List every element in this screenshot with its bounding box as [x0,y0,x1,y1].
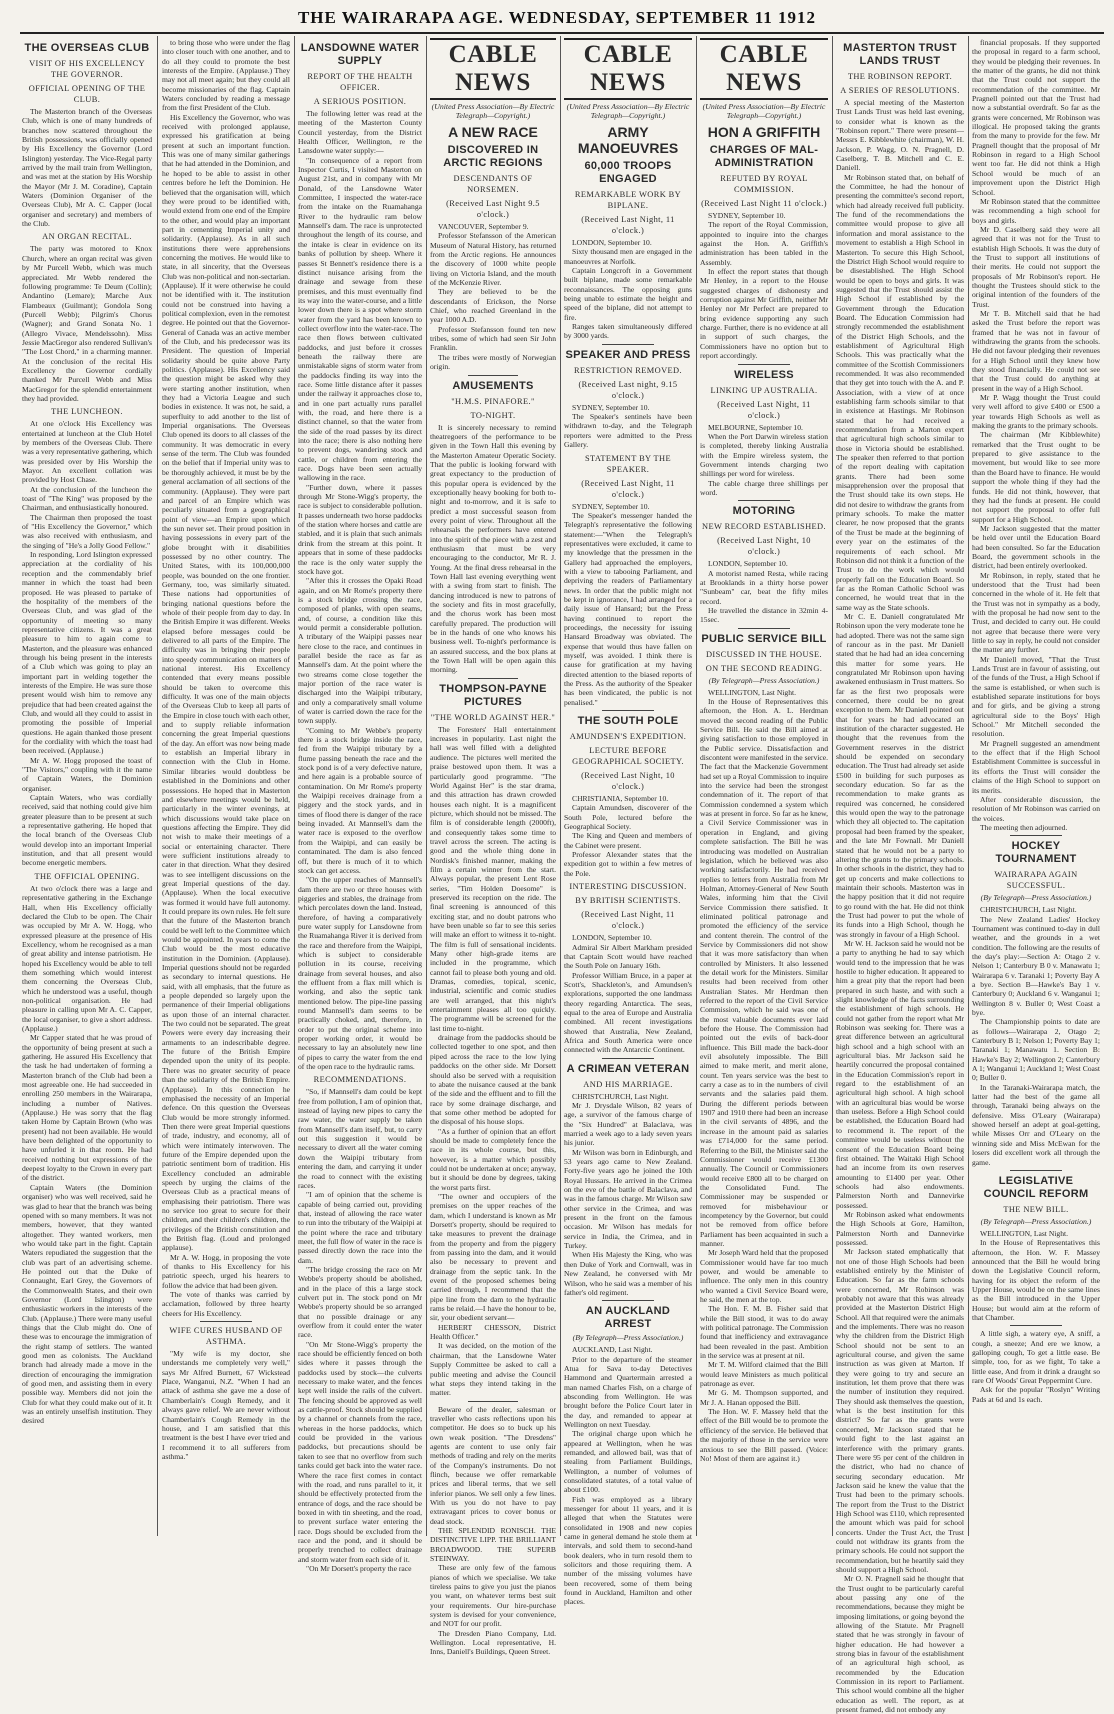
article-paragraph: "My wife is my doctor, she understands me completely very well," says Mr Alfred Burnett, 67 Wickstead Place, Wanganui, N.Z. "When I had an attack of asthma she gave me a dose of Chamberlain's Cough Remedy, and it always gave relief. We are never without Chamberlain's Cough Remedy in the house, and I am satisfied that this treatment is the best I have ever tried and I recommend it to all sufferers from asthma." [162,1349,290,1461]
section-rule [738,500,789,501]
article-headline: AN AUCKLAND ARREST [585,1305,671,1331]
article-paragraph: Mr Jackson suggested that the matter be held over until the Education Board had been consulted. So far the Education Board, the government schools in the district, had been entirely overlooked. [972,523,1100,571]
article-paragraph: The original charge upon which he appeared at Wellington, when he was remanded, and allowed bail, was that of stealing from Parliament Buildings, Wellington, a number of volumes of consolidated statutes, of a total value of about £100. [564,1429,692,1495]
article-subheading: LINKING UP AUSTRALIA. [710,385,818,395]
article-paragraph: The chairman (Mr Kibblewhite) remarked that the Trust ought to be prepared to give assistance to the movement, but would like to see more than the Board have to finance. He would support the whole thing if they had the funds. He did not think, however, that they had the funds at present. He could not support the proposal to offer full support for a High School. [972,430,1100,524]
article-paragraph: to bring those who were under the flag into closer touch with one another, and to do all they could to promote the best interests of the Empire. (Applause.) They may not all meet again; but they could all become missionaries of the flag. Captain Waters concluded by reading a message from the first President of the Club. [162,38,290,113]
column-divider [157,36,158,1536]
article-paragraph: These are only few of the famous pianos of which we specialise. We take tireless pains to give you just the pianos you want, on whatever terms best suit your requirements. Our hire-purchase system is devised for your convenience, and NOT for our profit. [430,1563,556,1629]
article-subheading: THE NEW BILL. [1003,1204,1069,1214]
article-paragraph: The Foresters' Hall entertainment increases in popularity. Last night the hall was well filled with a delighted audience. The pictures well merited the praise bestowed upon them. It was a particularly good programme. "The World Against Her" is the star drama, and this attraction has drawn crowded houses each night. It is a magnificent picture, which should not be missed. The film is of considerable length (2000ft), and consequently takes some time to travel across the screen. The acting is good and the whole thing done in Nordisk's finished manner, making the film a certain winner from the start. Always popular, the present Lent Rose series, "Tim Holden Doesome" is preserved its reception on the ride. The final screening is announced of this exciting star, and no doubt patrons who have been unable so far to see this series will make an effort to witness it to-night. The film is full of sensational incidents. Many other high-grade items are included in the programme, which cannot fail to please both young and old. Dramas, comedies, topical, scenic, industrial, scientific and comic studies are well arranged, that this night's entertainment pleases all too quickly. The programme will be screened for the last time to-night. [430,724,556,1033]
article-paragraph: Mr D. Caselberg said they were all agreed that it was not for the Trust to establish High Schools. It was the duty of the Trust to support all institutions of their merits. He could not support the proposals of Mr Robinson's report. He thought the Trustees should stick to the original intention of the founders of the Trust. [972,224,1100,309]
wire-credit: (By Telegraph—Press Association.) [572,1333,684,1343]
article-subheading: DESCENDANTS OF NORSEMEN. [453,174,533,194]
article-paragraph: Mr Wilson was born in Edinburgh, and 53 years ago came to New Zealand. Forty-five years ago he joined the 10th Royal Hussars. He arrived in the Crimea on the eve of the battle of Balaclava, and was in the famous charge. Mr Wilson saw other service in the Crimea, and was present in the front on the famous occasion. Mr Wilson has medals for service in India, the Crimea, and in Turkey. [564,1147,692,1251]
article-paragraph: After considerable discussion, the resolution of Mr Robinson was carried on the voices. [972,794,1100,823]
column-3 [298,38,422,1573]
article-paragraph: When the Port Darwin wireless station is completed, thereby linking Australia with the Empire wireless system, the Government intends charging two shillings per word for wireless. [700,431,828,479]
article-paragraph: Mr Daniell moved, "That the Trust Lands Trust are in favour of assisting, out of the funds of the Trust, a High School if the same is established, or when such is established separate institutions for boys and for girls, and be giving a strong agricultural side to the Boys' High School." Mr Mitchell seconded the resolution. [972,654,1100,739]
article-paragraph: WELLINGTON, Last Night. [980,1228,1069,1238]
article-paragraph: SYDNEY, September 10. [708,211,786,220]
article-subheading: WIFE CURES HUSBAND OF ASTHMA. [169,1326,283,1347]
article-headline: HOCKEY TOURNAMENT [995,840,1077,866]
section-rule [602,1058,653,1059]
article-paragraph: A motorist named Resta, while racing at Brooklands in a thirty horse power "Sunbeam" car, beat the fifty miles record. [700,568,828,606]
article-paragraph: "As a further of opinion that an effort should be made to completely fence the race in its whole course, but this, however, is a matter which possibly could not be undertaken at once; anyway, but it should be done by degrees, taking the worst parts first. [430,1126,556,1192]
article-subheading: THE LUNCHEON. [51,407,123,417]
article-paragraph: Fish was employed as a library messenger for about 11 years, and it is alleged that when the Statutes were consolidated in 1908 and new copies came in general demand he stole them at intervals, and sold them to second-hand book dealers, who in turn resold them to solicitors and those requiring them. A number of the missing volumes have been recovered, some of them being found in Auckland, Hamilton and other places. [564,1494,692,1607]
article-paragraph: In the House of Representatives this afternoon, the Hon. A. L. Herdman moved the second reading of the Public Service Bill. He said the Bill aimed at giving satisfaction to those employed in the Public service. Dissatisfaction and discontent were manifested in the service. The fact that the Mackenzie Government had set up a Royal Commission to inquire into the service had been the strongest condemnation of it. The report of that Commission condemned a system which was at present in force. So far as he knew, a Civil Service Commissioner was in operation in England, and giving complete satisfaction. The Bill he was introducing was modelled on Australian legislation, which he believed was also working satisfactorily. He had received replies to letters from Australia from Mr Holman, Attorney-General of New South Wales, informing him that the Civil Service Commission there satisfied. It eliminated political patronage and promoted the efficiency of the service and content therein. The control of the Service by Commissioners did not show that it was more satisfactory than when controlled by Ministers. It also lessened the detail work for the Ministers. Similar results had been received from other Australian States. Mr Herdman then referred to the report of the Civil Service Commission, which he said was one of the most valuable documents ever laid before the House. The Commission had pointed out the evils of back-door influence. This Bill made the back-door evil absolutely impossible. The Bill aimed to make merit, and merit alone, count. Ten years service was the best to carry a case as to in the numbers of civil servants and the salaries paid them. During the different periods between 1907 and 1910 there had been an increase in the civil servants of 4896, and the increase in the amount paid as salaries was £714,000 for the same period. Referring to the Bill, the Minister said the Commissioner would receive £1300 annually. The Council or Commissioners would receive £800 all to be charged on the Consolidated Fund. The Commissioner may be suspended or removed for misbehaviour or incompetency by the Governor, but could not be removed from office before Parliament has been acquainted in such a manner. [700,697,828,1248]
section-rule [1010,1325,1061,1326]
article-headline: CHARGES OF MAL-ADMINISTRATION [709,144,819,169]
cable-news-banner: CABLE NEWS [700,38,828,100]
column-divider [560,36,561,1536]
cable-news-banner: CABLE NEWS [564,38,692,100]
article-subheading: (Received Last Night 11 o'clock.) [701,199,827,208]
article-headline: ARMY MANOEUVRES [577,124,679,156]
article-headline: SPEAKER AND PRESS [565,348,691,361]
article-subheading: (Received Last Night, 11 o'clock.) [581,910,675,931]
column-5 [564,38,692,1607]
article-headline: THE SOUTH POLE [577,715,679,728]
article-paragraph: The report of the Royal Commission, appointed to inquire into the charges against the Hon. A. Griffith's administration has been tabled in the Assembly. [700,220,828,267]
article-subheading: (Received Last Night, 11 o'clock.) [581,215,675,235]
article-paragraph: The Speaker's sentinels have been withdrawn to-day, and the Telegraph reporters were admitted to the Press Gallery. [564,412,692,450]
section-rule [738,628,789,629]
article-paragraph: Mr Robinson asked what endowments the High Schools at Gore, Hamilton, Palmerston North and Dannevirke possessed. [836,1209,964,1247]
article-paragraph: At two o'clock there was a large and representative gathering in the Exchange Hall, when His Excellency officially declared the Club to be open. The Chair was occupied by Mr A. W. Hogg, who expressed pleasure at the presence of His Excellency, whom he recognised as a man of great ability and intense patriotism. He hoped his Excellency would be able to tell them something which would interest them concerning the Overseas Club, which he understood was a useful, though non-political organisation. He had pleasure in calling upon Mr A. C. Capper, the local organiser, to give a short address. (Applause.) [22,883,152,1033]
article-paragraph: THE SPLENDID RONISCH. THE DISTINCTIVE LIPP. THE BRILLIANT BROADWOOD. THE SUPERB STEINWAY. [430,1526,556,1564]
article-paragraph: Captain Amundsen, discoverer of the South Pole, lectured before the Geographical Society. [564,803,692,832]
article-paragraph: His Excellency the Governor, who was received with prolonged applause, expressed his gratification at being present at such an important function. This was one of many similar gatherings that he had attended in the Dominion, and he hoped to be able to assist in other centres before he left the Dominion. He believed that the organisation will, which they were proud to be identified with, would extend from one end of the Empire to the other, and would play an important part in cementing Imperial unity and solidarity. (Applause). As in all such institutions there were apprehensions concerning the motives. He would like to state, in all sincerity, that the Overseas Club was non-political and non-sectarian. (Applause). If it were otherwise he could not be identified with it. The institution could not be construed into having a political complexion, even in the remotest degree. He pointed out that the Governor-General of Canada was an active member of the Club, and his predecessor was its President. The question of Imperial solidarity should be quite above Party politics. (Applause). His Excellency said the question might be asked why they were starting another institution, when they had a Victoria League and such bodies in existence. It was not, he said, a superfluity to add another to the list of Imperial organisations. The Overseas Club opened its doors to all classes of the community. It was democratic in every sense of the term. The Club was founded on the belief that if Imperial unity was to be thoroughly achieved, it must be by the general acclamation of all sections of the community. (Applause). They were part and parcel of an Empire which was peculiarly situated from a geographical point of view—an Empire upon which the sun never set. Their proud position in having possessions in every part of the globe brought with it disabilities possessed by no other country. The United States, with its 100,000,000 people, was bounded on the one frontier. Germany, too, was similarly situated. These nations had opportunities of bringing national questions before the whole of their people from day to day. In the British Empire it was different. Weeks elapsed before messages could be delivered to all parts of the Empire. The difficulty was in bringing their people into speedy communication on matters of national interest. His Excellency contended that every means possible should be taken to overcome this difficulty. It was one of the main objects of the Overseas Club to keep all parts of the Empire in close touch with each other, and to supply reliable information concerning the great Imperial questions of the day. An effort was now being made to establish an Imperial library in connection with the Club in Home. Similar libraries would doubtless be established in the Dominions and other possessions. He hoped that in Masterton and elsewhere meetings would be held, particularly in the winter evenings, at which discussions would take place on questions affecting the Empire. They did not wish to make their meetings of a social or entertaining character. There were sufficient institutions already to cater in that direction. What they desired was to see intelligent discussions on the great Imperial questions of the day. (Applause). When the local executive was formed it would have full autonomy. It could prepare its own rules. He felt sure that the future of the Masterton branch could be well left to the Committee which would be appointed. In years to come the Club would be the most educative institution in the Dominion. (Applause). Imperial questions should not be regarded as secondary to internal questions. He said, with all emphasis, that the future as a people depended so largely upon the permanence of their Imperial obligations as upon those of an internal character. The two could not be separated. The great Powers were every day increasing their armaments to an indescribable degree. The future of the British Empire depended upon the unity of its people. There was no greater security of peace than the solidarity of the British Empire. (Applause). In this connection he emphasised the necessity of an Imperial defence. On this question the Overseas Club would be more strongly informed. Then there were great Imperial questions of trade, industry, and economy, all of which were intimately interwoven. The future of the Empire depended upon the patriotic sentiment born of tradition. His Excellency concluded an admirable speech by urging the claims of the Overseas Club as a practical means of emphasising their patriotism. There was no service too great to secure for their children, and their children's children, the privileges of the British constitution and the British flag. (Loud and prolonged applause). [162,112,291,1253]
article-subheading: "THE WORLD AGAINST HER." [430,712,556,722]
column-divider [968,36,969,1536]
article-paragraph: Professor William Bruce, in a paper at Scott's, Shackleton's, and Amundsen's explorations, supported the one landmass theory regarding Antarctica. The seas, equal to the area of Europe and Australia combined. All recent investigations showed that Australia, New Zealand, Africa and South America were once connected with the Antarctic Continent. [564,970,692,1055]
article-paragraph: The Speaker's messenger handed the Telegraph's representative the following statement:—"When the Telegraph's representatives were excluded, it came to my knowledge that the pressmen in the Gallery had approached the employers, with a view to tabooing Parliament, and depriving the readers of Parliamentary news. In order that the public might not be kept in ignorance, I had arranged for a daily issue of Hansard; but the Press having continued to report the proceedings, the necessity for issuing Hansard Broadway was obviated. The expense that would thus have fallen on myself, was avoided. I think there is cause for gratification at my having directed attention to the biased reports of the Press. As the authority of the Speaker has been vindicated, the public is not penalised." [564,510,692,707]
article-paragraph: CHRISTIANIA, September 10. [572,794,669,804]
article-paragraph: VANCOUVER, September 9. [438,222,529,231]
article-subheading: WAIRARAPA AGAIN SUCCESSFUL. [994,870,1078,891]
article-paragraph: Professor Stefansson found ten new tribes, some of which had seen Sir John Franklin. [430,324,556,353]
article-paragraph: Mr J. Drysdale Wilson, 82 years of age, a survivor of the famous charge of the "Six Hundred" at Balaclava, was married a week ago to a lady seven years his junior. [564,1100,692,1148]
article-paragraph: Mr A. W. Hogg, in proposing the vote of thanks to His Excellency for his patriotic speech, urged his hearers to follow the advice that had been given. [162,1252,290,1290]
article-subheading: (Received Last Night, 11 o'clock.) [581,478,675,499]
article-subheading: STATEMENT BY THE SPEAKER. [584,453,672,474]
article-subheading: NEW RECORD ESTABLISHED. [702,522,826,532]
article-paragraph: LONDON, September 10. [572,933,652,943]
article-paragraph: "On Mr Stone-Wigg's property the race should be efficiently fenced on both sides where it passes through the paddocks used by stock—the culverts necessary to make water, and the fences kept well inside the rails of the culvert. The fencing should be approved as well as cattle-proof. Stock should be supplied by a channel or channels from the race, whereas in the horse paddocks, which could be provided in the various paddocks, but precautions should be taken to see that no overflow from such tanks could get back into the water race. Where the race first comes in contact with the road, and runs parallel to it, it should be effectively protected from the entrance of dogs, and the race should be boxed in with tin sheeting, and the road, to prevent surface water entering the race. Dogs should be excluded from the race and the pond, and it should be properly trenched to collect drainage and storm water from each side of it. [298,1339,422,1564]
article-paragraph: Mr G. M. Thompson supported, and Mr J. A. Hanan opposed the Bill. [700,1388,828,1407]
section-rule [602,710,653,711]
article-paragraph: The King and Queen and members of the Cabinet were present. [564,831,692,850]
article-paragraph: Mr Robinson, in reply, stated that he understood that the Trust had been concerned in the whole of it. He felt that the Trust was not in sympathy as a body, with the proposal he had now sent to the Trust, and decided to carry out. He could not agree that because there were very little to say in reply, he could not consider the matter any further. [972,570,1100,655]
article-paragraph: "The bridge crossing the race on Mr Webbe's property should be abolished, and in the place of this a large stock culvert put in. The stock pond on Mr Webbe's property should be so arranged that no possible drainage or any overflow from it could enter the water race. [298,1264,422,1340]
article-paragraph: When His Majesty the King, who was then Duke of York and Cornwall, was in New Zealand, he conversed with Mr Wilson, who he said was a member of his father's old regiment. [564,1250,692,1297]
article-paragraph: He travelled the distance in 32min 4-15sec. [700,605,828,625]
article-paragraph: At one o'clock His Excellency was entertained at luncheon at the Club Hotel by members of the Overseas Club. There was a very representative gathering, which was presided over by His Worship the Mayor. An excellent collation was provided by Host Chase. [22,419,152,485]
wire-credit: (United Press Association—By Electric Telegraph—Copyright.) [566,102,690,120]
section-rule [200,1321,251,1322]
article-paragraph: "I am of opinion that the scheme is capable of being carried out, providing that, instead of allowing the race water to run into the tributary of the Waipipi at the point where the race and tributary meet, the full flow of water in the race is passed directly down the race into the dam. [298,1190,422,1265]
article-paragraph: Mr Jackson stated emphatically that not one of those High Schools had been established entirely by the Minister of Education. So far as the farm schools were concerned, Mr Robinson was probably not aware that this was already provided at the Masterton District High School. All that required were the animals and the implements. There was no reason why the children from the District High School should not be sent to an agricultural course, and given the same instruction as was given at Marton. If they were going to try and secure an institution, let them prove that there was the number of institution they required. They should ask themselves the question, what is the best institution for this district? So far as the grants were concerned, Mr Jackson stated that he would fight to the last against an interference with the primary grants. There were 95 per cent of the children in the district, who had no chance of securing secondary education. Mr Jackson said he knew the value that the Trust had been to the primary schools. The report from the Trust to the District High School was £110, which represented the amount which was paid for school concerts. Under the Trust Act, the Trust could not withdraw its grants from the primary schools. He could not support the recommendation, but he heartily said they should support a High School. [836,1247,965,1574]
article-paragraph: Mr Joseph Ward held that the proposed Commissioner would have far too much power, and would be amenable to influence. The only men in this country who wanted a Civil Service Board were, he said, the men at the top. [700,1248,828,1304]
column-7 [836,38,965,1714]
article-paragraph: Mr T. B. Mitchell said that he had asked the Trust before the report was framed that he was not in favour of withdrawing the grants from the schools. He did not favour pledging their revenues for a High School until they knew how they stood financially. He could not see that the Trust could do anything at present in the way of a High School. [972,308,1100,393]
article-paragraph: Sixty thousand men are engaged in the manoeuvres at Norfolk. [564,247,692,266]
article-paragraph: Beware of the dealer, salesman or traveller who casts reflections upon his competitor. He does so to buck up his own weak position. "The Dresdens" agents are content to use only fair methods of trading and rely on the merits of the Company's instruments. Do not flinch, because we offer remarkable prices and liberal terms, that we sell inferior pianos. We sell only a few lines. With us you do not have to pay extravagant prices to cover bonus or dead stock. [430,1404,556,1526]
article-paragraph: The cable charge three shillings per word. [700,478,828,497]
article-paragraph: MELBOURNE, September 10. [708,422,803,432]
article-paragraph: Mr Pragnell suggested an amendment to the effect that if the High School Establishment Committee is successful in its efforts the Trust will consider the claims of the High School to support on its merits. [972,738,1100,795]
article-subheading: REPORT OF THE HEALTH OFFICER. [307,72,413,92]
article-paragraph: CHRISTCHURCH, Last Night. [572,1091,669,1101]
cable-news-banner: CABLE NEWS [430,38,556,100]
article-paragraph: The meeting then adjourned. [980,822,1068,832]
article-paragraph: Mr Capper stated that he was proud of the opportunity of being present at such a gathering. He assured His Excellency that the task he had undertaken of forming a Masterton branch of the Club had been a most agreeable one. He had succeeded in enrolling 250 members in the Wairarapa, including a number of Natives. (Applause.) He was sorry that the flag taken Home by Captain Brown (who was present) had not been available. He would have been delighted of the opportunity to have unfurled it in that room. He had received nothing but expressions of the deepest loyalty to the Crown in every part of the district. [22,1033,152,1183]
article-subheading: (Received Last Night, 10 o'clock.) [581,771,675,792]
article-paragraph: A special meeting of the Masterton Trust Lands Trust was held last evening, to consider what is known as the "Robinson report." There were present—Messrs E. Kibblewhite (chairman), W. H. Jackson, P. Wagg, O. N. Pragnell, D. Caselberg, T. B. Mitchell and C. E. Daniell. [836,98,964,173]
article-subheading: REFUTED BY ROYAL COMMISSION. [720,174,808,194]
article-subheading: A SERIES OF RESOLUTIONS. [840,86,960,95]
article-subheading: A SERIOUS POSITION. [313,97,407,106]
newspaper-masthead: THE WAIRARAPA AGE. WEDNESDAY, SEPTEMBER 11 1912 [297,8,817,27]
article-paragraph: WELLINGTON, Last Night. [708,687,797,697]
article-subheading: THE OFFICIAL OPENING. [34,871,140,881]
column-1 [22,38,152,1533]
article-paragraph: The tribes were mostly of Norwegian origin. [430,352,556,372]
article-paragraph: LONDON, September 10. [572,238,652,247]
article-paragraph: The Championship points to date are as follows—Wairarapa 2, Otago 2; Canterbury B 1; Nelson 1; Poverty Bay 1; Taranaki 1; Manawatu 1. Section B: Hawke's Bay 2; Wellington 2; Canterbury A 1; Wanganui 1; Auckland 1; West Coast 0; Buller 0. [972,1017,1100,1083]
article-subheading: OFFICIAL OPENING OF THE CLUB. [28,84,146,104]
article-subheading: AN ORGAN RECITAL. [42,232,132,242]
article-paragraph: The Chairman then proposed the toast of "His Excellency the Governor," which was also received with enthusiasm, and the singing of "He's a Jolly Good Fellow." [22,512,152,550]
article-subheading: DISCUSSED IN THE HOUSE. [705,649,823,659]
article-headline: THOMPSON-PAYNE PICTURES [439,682,547,708]
article-subheading: AND HIS MARRIAGE. [583,1079,673,1089]
article-paragraph: Captain Longcroft in a Government built biplane, made some remarkable reconnaissances. The opposing guns being unable to estimate the height and speed of the biplane, did not attempt to fire. [564,266,692,322]
article-paragraph: CHRISTCHURCH, Last Night. [980,905,1077,915]
article-paragraph: "After this it crosses the Opaki Road again, and on Mr Rome's property there is a stock bridge crossing the race, composed of planks, with open seams, and, of course, a condition like this would permit a considerable pollution. A tributary of the Waipipi passes near here close to the race, and continues in parallel beside the race as far as Mannsell's dam. At the point where the two streams come close together the major portion of the race water is discharged into the Waipipi tributary, and only a comparatively small volume of water is carried down the race for the town supply. [298,576,422,726]
article-paragraph: The party was motored to Knox Church, where an organ recital was given by Mr Purcell Webb, which was much appreciated. Mr Webb rendered the following programme: Te Deum (Collin); Andantino (Lemare); Marche Aux Flambeaux (Guilmant); Gondola Song (Purcell Webb); Pilgrim's Chorus (Wagner); and Grand Sonata No. 1 (Allegro Vivace, Mendelssohn). Miss Jessie MacGregor also rendered Sullivan's "The Lost Chord," in a charming manner. At the conclusion of the recital His Excellency the Governor cordially thanked Mr Purcell Webb and Miss MacGregor for the splendid entertainment they had provided. [22,244,152,403]
article-paragraph: It was decided, on the motion of the chairman, that the Lansdowne Water Supply Committee be asked to call a public meeting and advise the Council what steps they intend taking in the matter. [430,1341,556,1398]
article-subheading: (Received Last Night, 10 o'clock.) [717,536,811,557]
article-paragraph: The Dresden Piano Company, Ltd. Wellington. Local representative, H. Inns, Daniell's Buildings, Queen Street. [430,1628,556,1657]
article-paragraph: SYDNEY, September 10. [572,501,650,511]
article-headline: DISCOVERED IN ARCTIC REGIONS [443,144,543,169]
article-subheading: "H.M.S. PINAFORE." [451,396,535,406]
article-subheading: (Received Last Night 9.5 o'clock.) [446,199,540,219]
article-paragraph: The New Zealand Ladies' Hockey Tournament was continued to-day in dull weather, and the grounds in a wet condition. The following are the results of the day's play:—Section A: Otago 2 v. Nelson 1; Canterbury B 0 v. Manawatu 1; Wairarapa 6 v. Taranaki 1; Poverty Bay A a bye. Section B—Hawke's Bay 1 v. Canterbury 0; Auckland 6 v. Wanganui 1; Wellington 8 v. Buller 0; West Coast a bye. [972,914,1100,1017]
article-paragraph: The vote of thanks was carried by acclamation, followed by three hearty cheers for His Excellency. [162,1290,290,1318]
article-paragraph: Captain Waters, who was cordially received, said that nothing could give him greater pleasure than to be present at such a representative gathering. He hoped that the local branch of the Overseas Club would develop into an important Imperial institution, and that all present would become energetic members. [22,793,152,868]
article-paragraph: The following letter was read at the meeting of the Masterton County Council yesterday, from the District Health Officer, Wellington, re the Lansdowne water supply:— [298,109,422,156]
article-paragraph: financial proposals. If they supported the proposal in regard to a farm school, they would be pledging their revenues. In the matter of the grants, he did not think that the Trust could not support the recommendation of the committee. Mr Pragnell pointed out that the Trust had now a substantial overdraft. So far as the grants were concerned, Mr Robinson was illogical. He proposed taking the grants from the many to provide for the few. Mr Pragnell thought that the proposal of Mr Robinson in regard to a High School went too far. He did not think a High School would be much of an improvement upon the District High School. [972,38,1100,197]
section-rule [1010,1170,1061,1171]
column-8 [972,38,1100,1533]
wire-credit: (By Telegraph—Press Association.) [708,675,820,685]
article-subheading: TO-NIGHT. [470,410,516,420]
article-paragraph: In responding, Lord Islington expressed appreciation at the cordiality of his reception and the commendably brief manner in which the toast had been proposed. He was pleased to partake of the hospitality of the members of the Overseas Club, and was glad of the opportunity of meeting so many representative citizens. It was a great pleasure to him to again come to Masterton, and the pleasure was enhanced through his being present in the interests of a Club which was going to play an important part in welding together the interests of the Empire. He was sure those present would wish him to remove any prejudice that had been created against the Club, and would all they could to assist in promoting the possible of Imperial questions. He again thanked those present for the cordiality with which the toast had been received. (Applause.) [22,550,152,756]
article-paragraph: Mr T. M. Wilford claimed that the Bill would leave Ministers as much political patronage as ever. [700,1360,828,1389]
article-subheading: ON THE SECOND READING. [705,663,823,673]
article-subheading: INTERESTING DISCUSSION. [569,882,687,892]
article-subheading: (Received Last night, 9.15 o'clock.) [578,379,678,400]
article-paragraph: "On the upper reaches of Mannsell's dam there are two or three houses with piggeries and stables, the drainage from which percolates down the land. Instead, therefore, of having a comparatively pure water supply for Lansdowne from the Ruamahanga River it is derived from the race and therefore from the Waipipi, which is subject to considerable pollution in its course, receiving drainage from several houses, and also the effluent from a flax mill which is working, and also the septic tank mentioned below. The pipe-line passing round Mannsell's dam seems to be practically choked, and, therefore, in order to put the original scheme into proper working order, it would be necessary to lay an absolutely new line of pipes to carry the water from the end of the open race to the hydraulic rams. [298,875,422,1072]
article-paragraph: Ask for the popular "Roslyn" Writing Pads at 6d and 1s each. [972,1385,1100,1404]
masthead-rule [20,32,1104,34]
article-paragraph: "On Mr Dorsett's property the race [306,1563,412,1573]
article-headline: LEGISLATIVE COUNCIL REFORM [983,1174,1089,1200]
article-headline: A CRIMEAN VETERAN [566,1062,690,1075]
column-divider [832,36,833,1536]
column-6 [700,38,828,1533]
article-headline: MASTERTON TRUST LANDS TRUST [843,42,957,67]
article-subheading: RESTRICTION REMOVED. [573,365,683,375]
column-4 [430,38,556,1657]
column-divider [696,36,697,1536]
article-paragraph: SYDNEY, September 10. [572,402,650,412]
section-rule [468,1401,518,1402]
article-paragraph: drainage from the paddocks should be collected together to one spot, and then piped across the race to the low lying paddocks on the other side. Mr Dorsett should also be served with a requisition to abate the nuisance caused at the bank of the side and the effluent and to fill the race by some drainage discharge, and that some other method be adopted for the disposal of his house slops. [430,1033,556,1127]
wire-credit: (By Telegraph—Press Association.) [980,893,1092,903]
article-paragraph: Mr C. E. Daniell congratulated Mr Robinson upon the very moderate tone he had adopted. There was not the same sign of rancour as in the past. Mr Daniell stated that he had had an idea concerning this matter for some years. He congratulated Mr Robinson upon having awakened enthusiasm in Trust matters. So far as the first two proposals were concerned, there could be no great exception to them. Mr Daniell pointed out that for years he had advocated an institution of the character suggested. He thought that the revenues from the Government reserves in the district should be expended on secondary education. The Trust had already set aside £500 in building for such purposes as secondary education. So far as the recommendation to make grants as required was concerned, he considered this would open the way to the patronage which they all objected to. The capitation proposal had been framed by the speaker, and the late Mr Fownall. Mr Daniell stated that he would not be a party to altering the grants to the primary schools. In other schools in the district, they had to get up concerts and make collections to maintain their schools. Masterton was in the happy position that it did not require to go round with the hat. He did not think the Trust had power to put the whole of its funds into a High School, though he was strongly in favour of a High School. [836,611,965,939]
wire-credit: (United Press Association—By Electric Telegraph—Copyright.) [702,102,826,120]
article-paragraph: Admiral Sir Albert Markham presided that Captain Scott would have reached the South Pole on January 16th. [564,942,692,971]
section-rule [1010,835,1061,836]
wire-credit: (United Press Association—By Electric Telegraph—Copyright.) [431,102,555,120]
article-paragraph: The Hon. F. M. B. Fisher said that while the Bill stood, it was to do away with political patronage. The Commission found that inefficiency and extravagance had been revealed in the past. Ambition in the service was at present at nil. [700,1304,828,1361]
article-headline: HON A GRIFFITH [707,124,821,140]
column-divider [294,36,295,1536]
article-subheading: BY BRITISH SCIENTISTS. [575,896,681,906]
article-subheading: RECOMMENDATIONS. [313,1075,407,1085]
article-paragraph: HERBERT CHESSON, District Health Officer." [430,1322,556,1342]
column-2 [162,38,290,1533]
article-headline: THE OVERSEAS CLUB [24,42,150,54]
article-headline: A NEW RACE [448,124,538,140]
article-headline: PUBLIC SERVICE BILL [701,632,827,645]
section-rule [468,375,518,376]
article-paragraph: The Masterton branch of the Overseas Club, which is one of many hundreds of branches now scattered throughout the British possessions, was officially opened by His Excellency the Governor (Lord Islington) yesterday. The Vice-Regal party arrived by the mail train from Wellington, and was met at the station by His Worship the Mayor (Mr J. M. Coradine), Captain Waters (Dominion Organiser of the Overseas Club), Mr A. C. Capper (local organiser and secretary) and members of the Club. [22,107,152,229]
article-subheading: REMARKABLE WORK BY BIPLANE. [574,190,682,210]
section-rule [602,1300,653,1301]
article-paragraph: Professor Alexander states that the expedition got to within a few metres of the Pole. [564,850,692,878]
article-headline: WIRELESS [734,368,794,381]
article-paragraph: Mr A. W. Hogg proposed the toast of "The Visitors," coupling with it the name of Captain Waters, the Dominion organiser. [22,755,152,793]
article-paragraph: Mr O. N. Pragnell said he thought that the Trust ought to be particularly careful about passing any one of the recommendations, because they might be imposing limitations, or going beyond the allowing of the Statute. Mr Pragnell stated that he was strongly in favour of higher education. He had however a strong bias in favour of the establishment of an agricultural high school, as recommended by the Education Commission in its report to Parliament. This school would combine all the higher education as well. The report, as at present framed, did not embody any [836,1574,964,1714]
article-paragraph: In the Taranaki-Wairarapa match, the latter had the best of the game all through, Taranaki being always on the defensive. Miss O'Leary (Wairarapa) showed herself an adept at goal-getting, while Misses Orr and O'Leary on the winning side and Miss McEwan for the losers did excellent work all through the game. [972,1082,1100,1167]
article-subheading: THE ROBINSON REPORT. [847,72,953,81]
article-paragraph: Ranges taken simultaneously differed by 3000 yards. [564,322,692,341]
section-rule [738,364,789,365]
article-paragraph: A little sigh, a watery eye, A sniff, a cough, a sneeze; And ere we know, a galloping cough, To get a little ease. Be simple, too, for as we fight, To take a little ease, And from it drink a draught so rare Of Woods' Great Peppermint Cure. [972,1329,1100,1385]
article-paragraph: "So, if Mannsell's dam could be kept free from pollution, I am of opinion that, instead of laying new pipes to carry the raw water, the water supply be taken from Mannsell's dam itself, but, to carry out this suggestion it would be necessary to divert all the water coming down the Waipipi tributary from entering the dam, and carrying it under the road to connect with the existing races. [298,1087,422,1190]
article-subheading: AMUNDSEN'S EXPEDITION. [569,732,687,742]
section-rule [468,678,518,679]
article-paragraph: Mr W. H. Jackson said he would not be a party to anything he had to say which would tend to the impression that he was hostile to higher education. It appeared to him a great pity that the report had been prepared in such haste, and with such a slight knowledge of the facts surrounding the establishment of high schools. He could not gather from the report what Mr Robinson was seeking for. There was a great difference between an agricultural high school and a high school with an agricultural bias. Mr Jackson said he heartily concurred the proposal contained in the Education Commission's report in regard to the establishment of an agricultural high school. A high school with an agricultural bias would be worse than useless. Before a High School could be established, the Education Board had to recommend it. The report of the committee would be useless without the consent of the Education Board being first obtained. The Waitaki High School had an income from its own reserves amounting to £1400 per year. Other schools had also endowments. Palmerston North and Dannevirke possessed. [836,938,964,1210]
article-paragraph: They are believed to be the descendants of Erickson, the Norse Chief, who reached Greenland in the year 1000 A.D. [430,287,556,325]
article-paragraph: In the House of Representatives this afternoon, the Hon. W. F. Massey announced that the Bill he would bring down the Legislative Council reform, having for its object the reform of the Upper House, would be on the same lines as the Bill introduced in the Upper House; but would aim at the reform of that Chamber. [972,1238,1100,1322]
article-paragraph: "In consequence of a report from Inspector Curtis, I visited Masterton on August 21st, and in company with Mr Donald, of the Lansdowne Water Committee, I inspected the water-race from the intake on the Ruamahanga River to the hydraulic ram below Mannsell's dam. The race is unprotected throughout the length of its course, and the intake is clear in evidence on its banks of pollution by sheep. Where it passes St Bennett's residence there is a distinct nuisance arising from the drainage and sewage from these premises, and this must eventually find its way into the water-course, and a little lower down there is a spot where storm water from the yard has been known to collect overflow into the water-race. The race then flows between cultivated paddocks, and just before it crosses beneath the railway there are unmistakable signs of storm water from the paddocks finding its way into the race. Some little distance after it passes under the railway it approaches close to, and in one part actually runs parallel with, the road, and here there is a distinct channel, so that the water from the side of the road passes by its direct into the race; there is also nothing here to prevent dogs, wandering stock and cattle, or children from entering the race. Dogs have been seen actually wallowing in the race. [298,155,422,483]
article-paragraph: In effect the report states that though Mr Henley, in a report to the House suggested charges of dishonesty and corruption against Mr Griffith, neither Mr Henley nor Mr Perfect are prepared to bring evidence supporting any such charge. Further, there is no evidence at all in support of such charges, the Commissioners have no option but to report accordingly. [700,267,828,361]
article-headline: AMUSEMENTS [452,379,534,392]
column-divider [426,36,427,1536]
section-rule [602,344,653,345]
article-paragraph: Mr P. Wagg thought the Trust could very well afford to give £400 or £500 a year towards High Schools as well as making the grants to the primary schools. [972,393,1100,431]
article-headline: MOTORING [732,505,796,518]
article-paragraph: "Further down, where it passes through Mr Stone-Wigg's property, the race is subject to considerable pollution. It passes underneath two horse paddocks of the station where horses and cattle are stabled, and it is plain that such animals drink from the stream at this point. It appears that in some of these paddocks the race is the only water supply the stock have got. [298,482,422,576]
article-paragraph: "The owner and occupiers of the premises on the upper reaches of the dam, which I understand is known as Mr Dorsett's property, should be required to take measures to prevent the drainage from the property and from the piggery from passing into the dam, and it would also be necessary to prevent and drainage from the septic tank. In the event of the proposed schemes being carried through, I recommend that the pipe line from the dam to the hydraulic rams be relaid.—I have the honour to be, sir, your obedient servant— [430,1191,556,1323]
article-subheading: VISIT OF HIS EXCELLENCY THE GOVERNOR. [29,59,145,79]
article-paragraph: The Hon. W. F. Massey held that the effect of the Bill would be to promote the efficiency of the service. He believed that the majority of those in the service were anxious to see the Bill passed. (Voice: No! Most of them are against it.) [700,1407,828,1463]
article-headline: 60,000 TROOPS ENGAGED [584,160,672,185]
wire-credit: (By Telegraph—Press Association.) [980,1216,1092,1226]
article-paragraph: Mr Robinson stated that the committee was recommending a high school for boys and girls. [972,196,1100,225]
article-paragraph: Captain Waters (the Dominion organiser) who was well received, said he was glad to hear that the branch was being opened with so many members. It was not members, however, that they wanted altogether. They wanted workers, men who would take part in the fight. Captain Waters repudiated the suggestion that the club was part of an advertising scheme. He pointed out that the Duke of Connaught, Earl Grey, the Governors of the Commonwealth States, and their own Governor (Lord Islington) were enthusiastic workers in the interests of the Club. (Applause.) There were many useful things that the Club might do. One of these was to encourage the immigration of the right stamp of settlers. The wanted good men as colonists. The Auckland branch had already made a move in the direction of encouraging the immigration of good men, and assisting them in every possible way. Members did not join the Club for what they could make out of it. It was an entirely unselfish institution. They desired [22,1182,152,1426]
article-paragraph: Mr Robinson stated that, on behalf of the Committee, he had the honour of presenting the committee's second report, which had already received full publicity. The fund of the recommendations the committee would propose to give all information and moral assistance to the movement to establish a High School in Masterton. To secure this High School, the District High School would require to be disestablished. The High School would be open to boys and girls. It was suggested that the Trust should assist the High School if established by the Government through the Education Board. The Education Commission had strongly recommended the establishment of the District High Schools, and the establishment of Agricultural High Schools. This was practically what the committee of the Scottish Commissioners recommended. It was also recommended that they get into touch with the A. and P. Association, with a view of at once establishing farm schools similar to that in existence at Hastings. Mr Robinson stated that he had received a recommendation from a Marton expert that agricultural high schools similar to those in Victoria should be established. The speaker then referred to that portion of the report dealing with capitation grants. There had been some misapprehension over the proposal that the Trust should take its own steps. He did not desire to withdraw the grants from primary schools. To make the matter clearer, he now proposed that the grants of the Trust be made at the beginning of every year on the estimates of the requirements of each school. Mr Robinson did not think it a function of the Trust to do the work which would properly fall on the Education Board. So far as the Roman Catholic School was concerned, he would treat that in the same way as the State schools. [836,172,965,612]
article-paragraph: "Coming to Mr Webbe's property there is a stock bridge inside the race, fed from the Waipipi tributary by a flume passing beneath the race and the stock pond is of a very defective nature, and here again is a probable source of contamination. On Mr Rome's property the Waipipi receives drainage from a piggery and the stock yards, and in times of flood there is danger of the race being invaded. At Mannsell's dam the water race is exposed to the overflow from the Waipipi, and can easily be contaminated. The dam is also fenced off, but there is much of it to which stock can get access. [298,725,422,875]
article-paragraph: Prior to the departure of the steamer Atua for Sava to-day Detectives Hammond and Quartermain arrested a man named Charles Fish, on a charge of absconding from Wellington. He was brought before the Police Court later in the day, and remanded to appear at Wellington on next Tuesday. [564,1354,692,1429]
article-headline: LANSDOWNE WATER SUPPLY [300,42,420,67]
article-paragraph: LONDON, September 10. [708,559,788,569]
article-paragraph: At the conclusion of the luncheon the toast of "The King" was proposed by the Chairman, and enthusiastically honoured. [22,484,152,513]
article-paragraph: AUCKLAND, Last Night. [572,1345,653,1355]
article-subheading: LECTURE BEFORE GEOGRAPHICAL SOCIETY. [572,746,684,767]
article-paragraph: It is sincerely necessary to remind theatregoers of the performance to be given in the Town Hall this evening by the Masterton Amateur Operatic Society. That the public is looking forward with great expectancy to the production of this popular opera is evidenced by the exceptionally heavy booking for both to-night and to-morrow, and it is safe to predict a most successful season from every point of view. Throughout all the rehearsals the performers have entered into the spirit of the piece with a zest and enthusiasm that must be very encouraging to the conductor, Mr R. J. Young. At the final dress rehearsal in the Town Hall last evening everything went with a swing from start to finish. The dancing introduced is new to patrons of the society and fits in most gracefully, and the chorus work has been most carefully prepared. The production will be in the hands of one who knows his business well. To-night's performance is an assured success, and the box plans at the Town Hall will be open again this morning. [430,422,556,675]
article-paragraph: Professor Stefansson of the American Museum of Natural History, has returned from the Arctic regions. He announces the discovery of 1000 white people living on Victoria Island, and the mouth of the McKenzie River. [430,231,556,288]
article-subheading: (Received Last Night, 11 o'clock.) [717,399,811,420]
